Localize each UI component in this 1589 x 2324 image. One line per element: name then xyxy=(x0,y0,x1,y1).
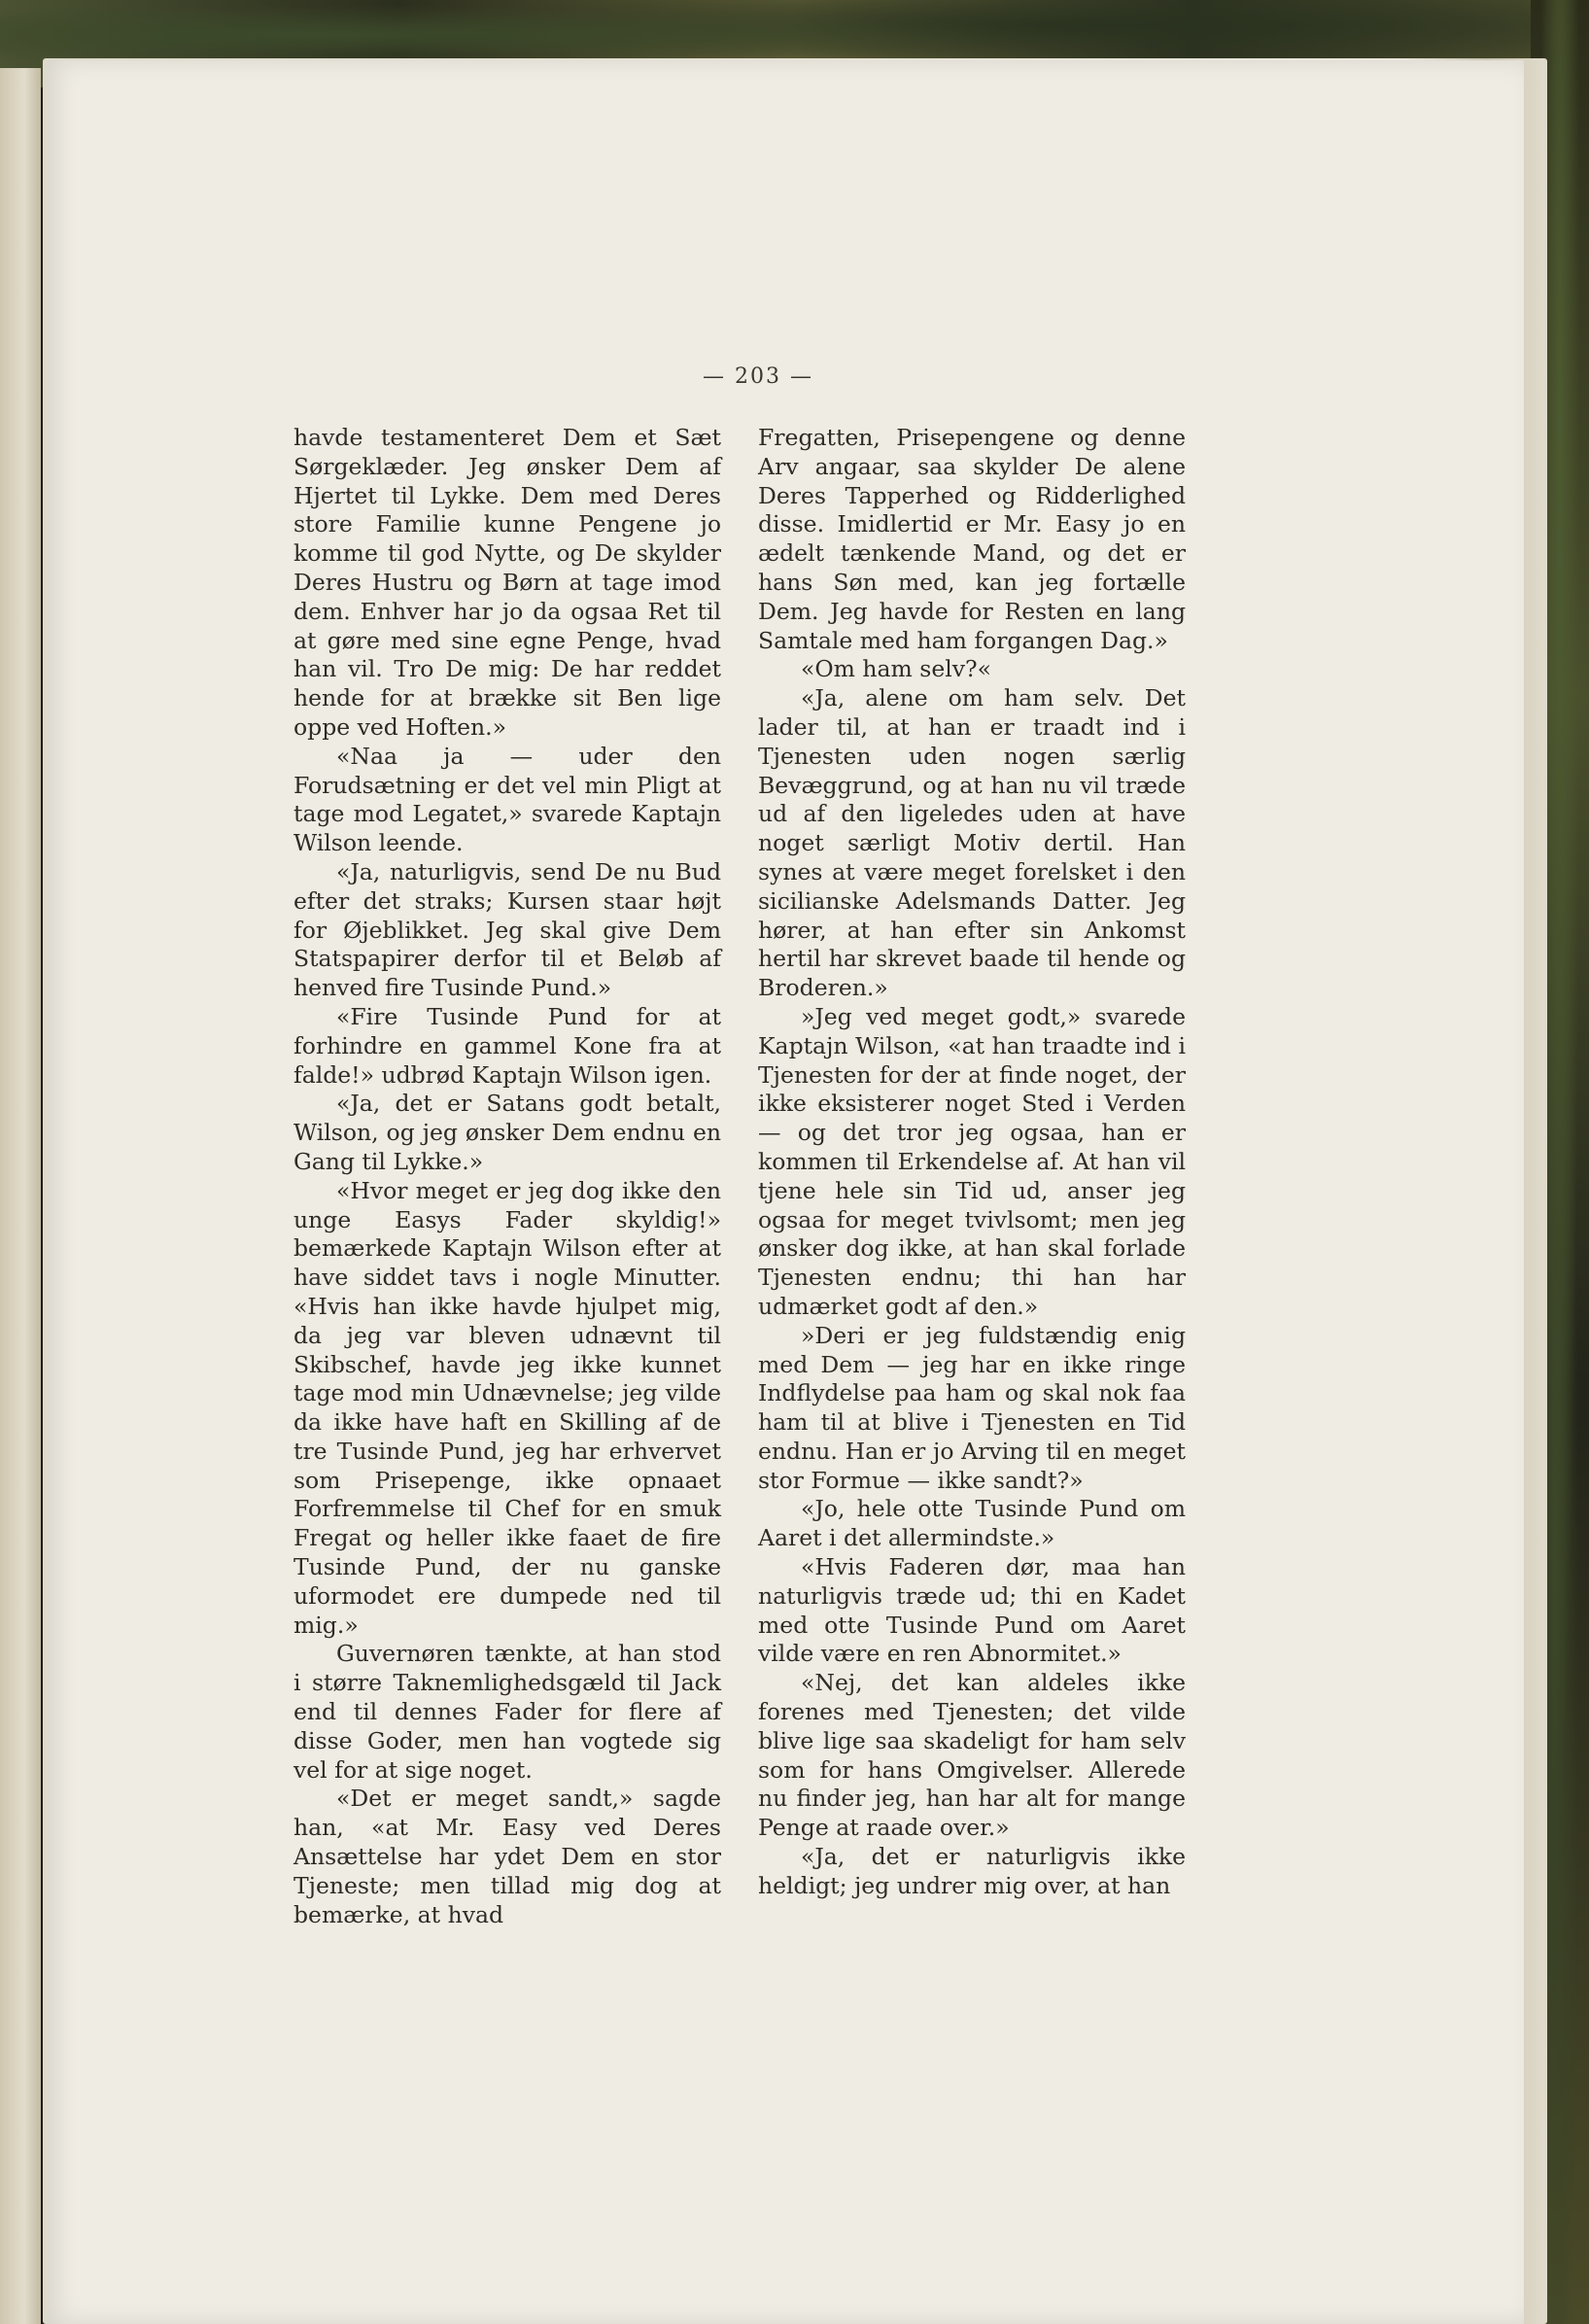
paragraph: «Ja, det er naturligvis ikke heldigt; jeg undrer mig over, at han xyxy=(758,1843,1186,1899)
paragraph: «Ja, det er Satans godt betalt, Wilson, og jeg ønsker Dem endnu en Gang til Lykke.» xyxy=(294,1090,721,1175)
paragraph: Fregatten, Prisepengene og denne Arv angaar, saa skylder De alene Deres Tapperhed og Ridderlighed disse. Imidlertid er Mr. Easy jo en ædelt tænkende Mand, og det er hans Søn med, kan jeg fortælle Dem. Jeg havde for Resten en lang Samtale med ham forgangen Dag.» xyxy=(758,424,1186,654)
paragraph: «Fire Tusinde Pund for at forhindre en gammel Kone fra at falde!» udbrød Kaptajn Wilson igen. xyxy=(294,1002,721,1089)
paragraph: »Deri er jeg fuldstændig enig med Dem — jeg har en ikke ringe Indflydelse paa ham og skal nok faa ham til at blive i Tjenesten en Tid endnu. Han er jo Arving til en meget stor Formue — ikke sandt?» xyxy=(758,1321,1186,1494)
facing-page-edge xyxy=(0,68,41,2324)
paragraph: «Ja, naturligvis, send De nu Bud efter det straks; Kursen staar højt for Øjeblikket. Jeg skal give Dem Statspapirer derfor til et Beløb af henved fire Tusinde Pund.» xyxy=(294,857,721,1002)
paragraph: Guvernøren tænkte, at han stod i større Taknemlighedsgæld til Jack end til dennes Fader for flere af disse Goder, men han vogtede sig vel for at sige noget. xyxy=(294,1640,721,1784)
left-column xyxy=(294,424,721,1929)
paragraph: «Hvis Faderen dør, maa han naturligvis træde ud; thi en Kadet med otte Tusinde Pund om Aaret vilde være en ren Abnormitet.» xyxy=(758,1553,1186,1668)
paragraph: «Nej, det kan aldeles ikke forenes med Tjenesten; det vilde blive lige saa skadeligt for ham selv som for hans Omgivelser. Allerede nu finder jeg, han har alt for mange Penge at raade over.» xyxy=(758,1669,1186,1842)
paragraph: «Hvor meget er jeg dog ikke den unge Easys Fader skyldig!» bemærkede Kaptajn Wilson efter at have siddet tavs i nogle Minutter. «Hvis han ikke havde hjulpet mig, da jeg var bleven udnævnt til Skibschef, havde jeg ikke kunnet tage mod min Udnævnelse; jeg vilde da ikke have haft en Skilling af de tre Tusinde Pund, jeg har erhvervet som Prisepenge, ikke opnaaet Forfremmelse til Chef for en smuk Fregat og heller ikke faaet de fire Tusinde Pund, der nu ganske uformodet ere dumpede ned til mig.» xyxy=(294,1176,721,1639)
paragraph: «Ja, alene om ham selv. Det lader til, at han er traadt ind i Tjenesten uden nogen særlig Bevæggrund, og at han nu vil træde ud af den ligeledes uden at have noget særligt Motiv dertil. Han synes at være meget forelsket i den sicilianske Adelsmands Datter. Jeg hører, at han efter sin Ankomst hertil har skrevet baade til hende og Broderen.» xyxy=(758,684,1186,1002)
right-column xyxy=(758,424,1186,1901)
paragraph: »Jeg ved meget godt,» svarede Kaptajn Wilson, «at han traadte ind i Tjenesten for der at finde noget, der ikke eksisterer noget Sted i Verden — og det tror jeg ogsaa, han er kommen til Erkendelse af. At han vil tjene hele sin Tid ud, anser jeg ogsaa for meget tvivlsomt; men jeg ønsker dog ikke, at han skal forlade Tjenesten endnu; thi han har udmærket godt af den.» xyxy=(758,1002,1186,1320)
paragraph: «Jo, hele otte Tusinde Pund om Aaret i det allermindste.» xyxy=(758,1495,1186,1552)
page-number: — 203 — xyxy=(703,364,813,389)
paragraph: «Det er meget sandt,» sagde han, «at Mr. Easy ved Deres Ansættelse har ydet Dem en stor Tjeneste; men tillad mig dog at bemærke, at hvad xyxy=(294,1785,721,1928)
paragraph: havde testamenteret Dem et Sæt Sørgeklæder. Jeg ønsker Dem af Hjertet til Lykke. Dem med Deres store Familie kunne Pengene jo komme til god Nytte, og De skylder Deres Hustru og Børn at tage imod dem. Enhver har jo da ogsaa Ret til at gøre med sine egne Penge, hvad han vil. Tro De mig: De har reddet hende for at brække sit Ben lige oppe ved Hoften.» xyxy=(294,424,721,741)
paragraph: «Naa ja — uder den Forudsætning er det vel min Pligt at tage mod Legatet,» svarede Kaptajn Wilson leende. xyxy=(294,742,721,857)
paragraph: «Om ham selv?« xyxy=(801,655,992,683)
